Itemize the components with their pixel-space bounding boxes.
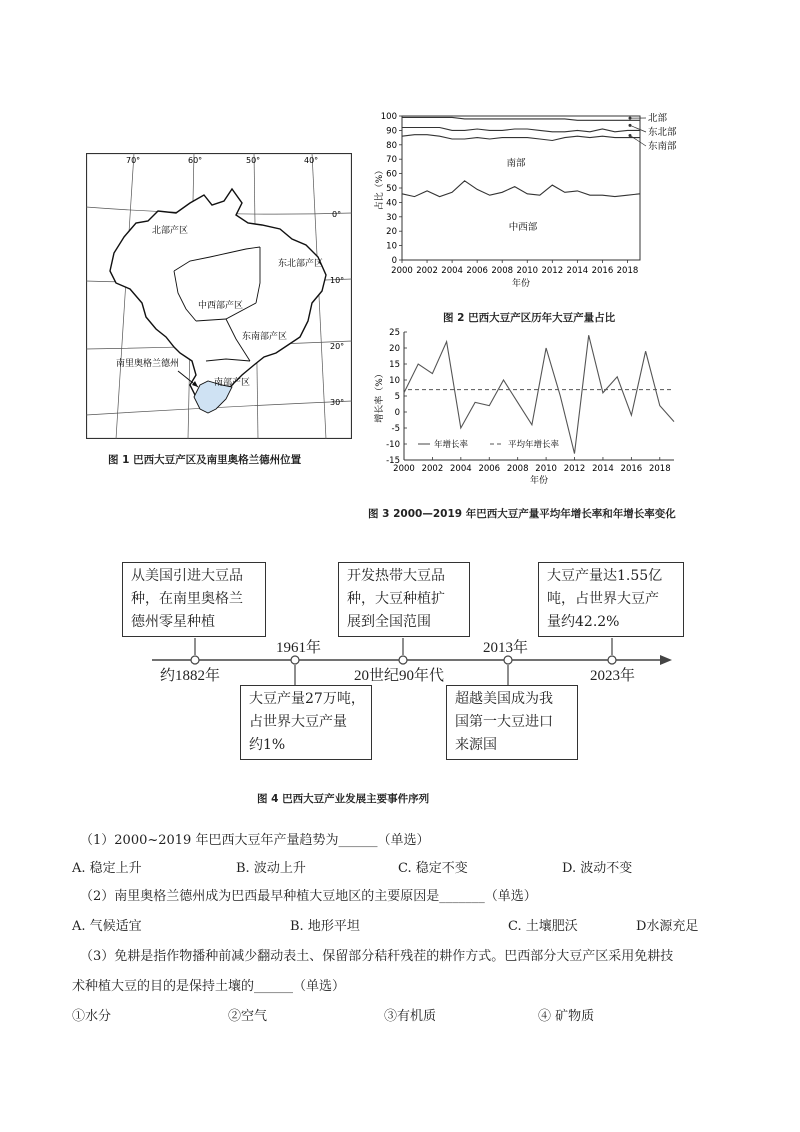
date-1882: 约1882年 (160, 668, 221, 684)
y-tick-label: 20 (386, 227, 397, 238)
lon-label: 50° (246, 156, 261, 165)
y-tick-label: 10 (386, 241, 397, 252)
event-box-2013: 超越美国成为我 国第一大豆进口 来源国 (446, 685, 578, 760)
lon-label: 40° (304, 156, 319, 165)
x-tick-label: 2006 (466, 266, 488, 276)
x-tick-label: 2012 (563, 464, 586, 474)
y-tick-label: 70 (386, 155, 397, 166)
lon-label: 60° (188, 156, 203, 165)
question-2-stem: （2）南里奥格兰德州成为巴西最早种植大豆地区的主要原因是_______（单选） (80, 889, 537, 904)
timeline-node (504, 656, 512, 664)
question-1-stem: （1）2000~2019 年巴西大豆年产量趋势为______（单选） (80, 833, 430, 848)
lat-label: 10° (330, 276, 345, 285)
date-1990s: 20世纪90年代 (354, 668, 445, 684)
legend-annual-label: 年增长率 (434, 440, 469, 450)
figure-2-svg (368, 108, 698, 298)
figure-2-chart (368, 108, 698, 298)
leader-dot (629, 134, 632, 137)
region-label-north: 北部产区 (152, 226, 189, 236)
question-2-option-a: A. 气候适宜 (72, 919, 142, 934)
event-box-1882: 从美国引进大豆品 种，在南里奥格兰 德州零星种植 (122, 562, 266, 637)
question-3-option-3: ③有机质 (384, 1009, 437, 1024)
y-tick-label: 60 (386, 169, 397, 180)
figure-1-map (86, 153, 352, 439)
y-axis-label: 增长率（%） (375, 369, 385, 423)
y-tick-label: 25 (389, 328, 400, 338)
leader-line (630, 125, 646, 132)
x-tick-label: 2010 (516, 266, 539, 276)
figure-1-caption: 图 1 巴西大豆产区及南里奥格兰德州位置 (108, 454, 302, 466)
map-svg (86, 153, 352, 439)
x-tick-label: 2016 (620, 464, 643, 474)
region-label-southeast: 东南部产区 (242, 332, 288, 342)
y-tick-label: 40 (386, 198, 397, 209)
event-box-2023: 大豆产量达1.55亿 吨，占世界大豆产 量约42.2% (538, 562, 684, 637)
x-tick-label: 2006 (478, 464, 501, 474)
region-label-centerwest: 中西部 (508, 222, 538, 233)
leader-dot (629, 117, 632, 120)
x-tick-label: 2014 (592, 464, 614, 474)
y-tick-label: 90 (386, 126, 397, 137)
timeline-arrowhead (660, 655, 672, 665)
region-label-centerwest: 中西部产区 (198, 301, 244, 311)
x-tick-label: 2002 (421, 464, 444, 474)
date-2013: 2013年 (483, 640, 529, 656)
lon-label: 70° (126, 156, 141, 165)
x-tick-label: 2016 (591, 266, 614, 276)
x-tick-label: 2002 (416, 266, 438, 276)
lat-label: 0° (332, 210, 342, 219)
question-3-option-1: ①水分 (72, 1009, 112, 1024)
figure-3-caption: 图 3 2000—2019 年巴西大豆产量平均年增长率和年增长率变化 (368, 508, 676, 520)
question-1-option-b: B. 波动上升 (236, 861, 306, 876)
x-tick-label: 2010 (535, 464, 557, 474)
y-tick-label: 50 (386, 184, 397, 194)
x-tick-label: 2000 (391, 266, 413, 276)
x-tick-label: 2008 (491, 266, 514, 276)
figure-4-timeline (131, 558, 680, 758)
leader-dot (629, 124, 632, 127)
x-tick-label: 2000 (393, 464, 415, 474)
question-2-option-c: C. 土壤肥沃 (508, 919, 578, 934)
timeline-node (608, 656, 616, 664)
x-tick-label: 2008 (506, 464, 529, 474)
x-tick-label: 2018 (648, 464, 671, 474)
y-axis-label: 占比（%） (375, 165, 385, 211)
region-label-south: 南部 (506, 158, 526, 169)
figure-3-svg (370, 326, 700, 486)
x-tick-label: 2004 (450, 464, 472, 474)
y-tick-label: -10 (386, 440, 400, 450)
y-tick-label: 5 (394, 392, 400, 402)
x-axis-label: 年份 (511, 279, 531, 289)
legend-average-label: 平均年增长率 (508, 440, 560, 450)
region-label-northeast: 东北部 (648, 127, 677, 138)
y-tick-label: 80 (386, 140, 397, 151)
y-tick-label: 100 (380, 112, 397, 122)
region-label-northeast: 东北部产区 (278, 259, 324, 269)
date-2023: 2023年 (590, 668, 636, 684)
region-label-southeast: 东南部 (648, 141, 677, 152)
timeline-node (291, 656, 299, 664)
x-tick-label: 2004 (441, 266, 463, 276)
figure-4-caption: 图 4 巴西大豆产业发展主要事件序列 (257, 793, 430, 805)
region-label-rgs: 南里奥格兰德州 (116, 359, 180, 369)
region-label-north: 北部 (648, 113, 668, 124)
boundary-line (402, 117, 640, 120)
date-1961: 1961年 (276, 640, 322, 656)
lat-label: 20° (330, 342, 345, 351)
y-tick-label: 30 (386, 212, 397, 223)
y-tick-label: 10 (389, 376, 400, 386)
y-tick-label: 0 (394, 408, 400, 418)
question-3-stem-line2: 术种植大豆的目的是保持土壤的______（单选） (72, 979, 346, 994)
x-tick-label: 2018 (616, 266, 639, 276)
timeline-node (191, 656, 199, 664)
region-label-south: 南部产区 (214, 378, 251, 388)
annual-growth-line (404, 335, 674, 453)
timeline-node (399, 656, 407, 664)
question-1-option-c: C. 稳定不变 (398, 861, 468, 876)
figure-3-chart (370, 326, 700, 486)
y-tick-label: 15 (389, 360, 400, 370)
y-tick-label: -15 (386, 456, 400, 466)
x-axis-label: 年份 (529, 476, 549, 486)
question-2-option-b: B. 地形平坦 (290, 919, 360, 934)
question-3-option-2: ②空气 (228, 1009, 268, 1024)
event-box-1961: 大豆产量27万吨， 占世界大豆产量 约1% (240, 685, 372, 760)
boundary-line (402, 181, 640, 197)
question-1-option-d: D. 波动不变 (562, 861, 633, 876)
question-3-stem-line1: （3）免耕是指作物播种前减少翻动表土、保留部分秸秆残茬的耕作方式。巴西部分大豆产区采用免耕技 (80, 949, 674, 964)
question-2-option-d: D水源充足 (636, 919, 699, 934)
leader-line (630, 135, 646, 146)
lat-label: 30° (330, 398, 345, 407)
x-tick-label: 2014 (566, 266, 589, 276)
x-tick-label: 2012 (541, 266, 564, 276)
event-box-1990s: 开发热带大豆品 种，大豆种植扩 展到全国范围 (338, 562, 470, 637)
question-3-option-4: ④ 矿物质 (538, 1009, 595, 1024)
y-tick-label: 20 (389, 344, 400, 354)
y-tick-label: -5 (391, 424, 400, 434)
figure-2-caption: 图 2 巴西大豆产区历年大豆产量占比 (443, 312, 616, 324)
y-tick-label: 0 (391, 256, 397, 266)
boundary-line (402, 135, 640, 141)
question-1-option-a: A. 稳定上升 (72, 861, 142, 876)
boundary-line (402, 128, 640, 132)
